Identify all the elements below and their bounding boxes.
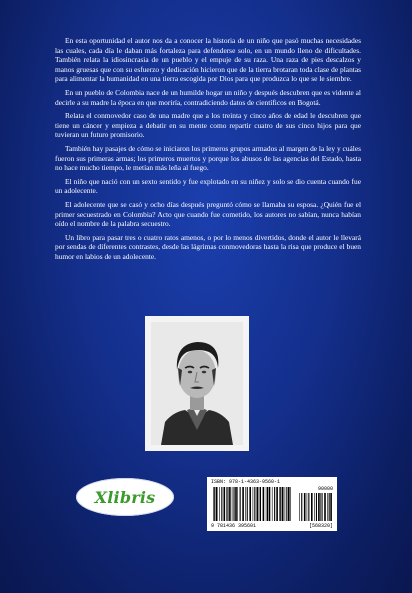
barcode-bar (288, 487, 290, 521)
barcode-bar (308, 493, 309, 521)
barcode-bar (276, 487, 278, 521)
author-portrait-image (151, 322, 243, 445)
barcode-bar (249, 487, 251, 521)
barcode-bar (318, 493, 320, 521)
barcode-bar (320, 493, 321, 521)
barcode-bar (214, 487, 215, 521)
barcode-bar (301, 493, 302, 521)
barcode-bar (285, 487, 286, 521)
barcode-bar (279, 487, 280, 521)
barcode-bar (327, 493, 328, 521)
ean-barcode-bars (213, 487, 293, 521)
barcode-bar (257, 487, 259, 521)
barcode-bar (324, 493, 326, 521)
barcode-bar (314, 493, 315, 521)
back-cover-blurb (55, 36, 361, 265)
barcode-bar (245, 487, 246, 521)
barcode-bar (240, 487, 241, 521)
barcode-bar (254, 487, 255, 521)
barcode-bar (213, 487, 214, 521)
barcode-bar (219, 487, 220, 521)
barcode-bar (282, 487, 284, 521)
barcode-bar (260, 487, 261, 521)
barcode-bar (253, 487, 254, 521)
barcode-bar (224, 487, 226, 521)
barcode-bar (235, 487, 237, 521)
barcode-bar (311, 493, 313, 521)
barcode-bar (286, 487, 287, 521)
barcode-bar (269, 487, 271, 521)
barcode-bar (330, 493, 332, 521)
addon-barcode-bars (299, 493, 333, 521)
barcode-bar (247, 487, 248, 521)
addon-digits: [568320] (308, 523, 333, 529)
blurb-paragraph-5: El niño que nació con un sexto sentido y fue explotado en su niñez y solo se dio cuenta cuando fue un adolecente. (55, 176, 361, 196)
barcode-bar (226, 487, 227, 521)
isbn-label: ISBN: 978-1-4363-9560-1 (211, 479, 281, 485)
barcode-bar (274, 487, 275, 521)
barcode-bar (259, 487, 260, 521)
barcode-bar (316, 493, 317, 521)
barcode-bar (229, 487, 231, 521)
barcode-bar (329, 493, 330, 521)
barcode-bar (280, 487, 281, 521)
barcode-bar (267, 487, 268, 521)
barcode-bar (234, 487, 235, 521)
barcode-bar (322, 493, 323, 521)
ean-digits: 9 781436 395601 (211, 523, 257, 529)
barcode-bar (227, 487, 228, 521)
blurb-paragraph-2: En un pueblo de Colombia nace de un humilde hogar un niño y después descubren que es vidente al decirle a su madre la época en que moriría, contradiciendo datos de científicos en Bogotá. (55, 87, 361, 107)
price-code: 90000 (317, 486, 333, 492)
blurb-paragraph-4: También hay pasajes de cómo se iniciaron los primeros grupos armados al margen de la ley y cuáles fueron sus primeras armas; los primeros muertos y porque los abusos de las agencias del Estado, hasta no hace mucho tiempo, le metían más leña al fuego. (55, 143, 361, 173)
barcode-bar (272, 487, 273, 521)
barcode-bar (266, 487, 267, 521)
blurb-paragraph-6: El adolecente que se casó y ocho días después preguntó cómo se llamaba su esposa. ¿Quién fue el primer secuestrado en Colombia? Acto que cuando fue cometido, los autores no sabían, nunca habían oído el nombre de la palabra secuestro. (55, 199, 361, 229)
barcode-bar (263, 487, 265, 521)
barcode-bar (307, 493, 308, 521)
barcode-bar (290, 487, 291, 521)
isbn-barcode (207, 477, 337, 531)
author-photo (145, 316, 249, 451)
publisher-logo (76, 478, 174, 516)
barcode-bar (299, 493, 300, 521)
publisher-logo-text: Xlibris (94, 487, 156, 507)
blurb-paragraph-1: En esta oportunidad el autor nos da a conocer la historia de un niño que pasó muchas necesidades las cuales, cada día le daban más fortaleza para defenderse solo, en un mundo lleno de dificultades. También relata la idiosincrasia de un pueblo y el empuje de su raza. Una raza de pies descalzos y manos gruesas que con su esfuerzo y dedicación hicieron que de la tierra brotaran toda clase de plantas para alimentar la humanidad en una tierra escogida por Dios para que produzca lo que se le siembre. (55, 36, 361, 84)
barcode-bar (237, 487, 238, 521)
barcode-bar (221, 487, 222, 521)
barcode-bar (232, 487, 233, 521)
blurb-paragraph-3: Relata el conmovedor caso de una madre que a los treinta y cinco años de edad le descubren que tiene un cáncer y empieza a debatir en su mente como repartir cuatro de sus cinco hijos para que tuvieran un futuro promisorio. (55, 111, 361, 140)
barcode-bar (216, 487, 218, 521)
barcode-bar (304, 493, 306, 521)
blurb-paragraph-7: Un libro para pasar tres o cuatro ratos amenos, o por lo menos divertidos, donde el autor le llevará por sendas de diferentes contrastes, desde las lágrimas conmovedoras hasta la risa que produce el buen humor en labios de un adolecente. (55, 232, 361, 261)
barcode-bar (242, 487, 244, 521)
